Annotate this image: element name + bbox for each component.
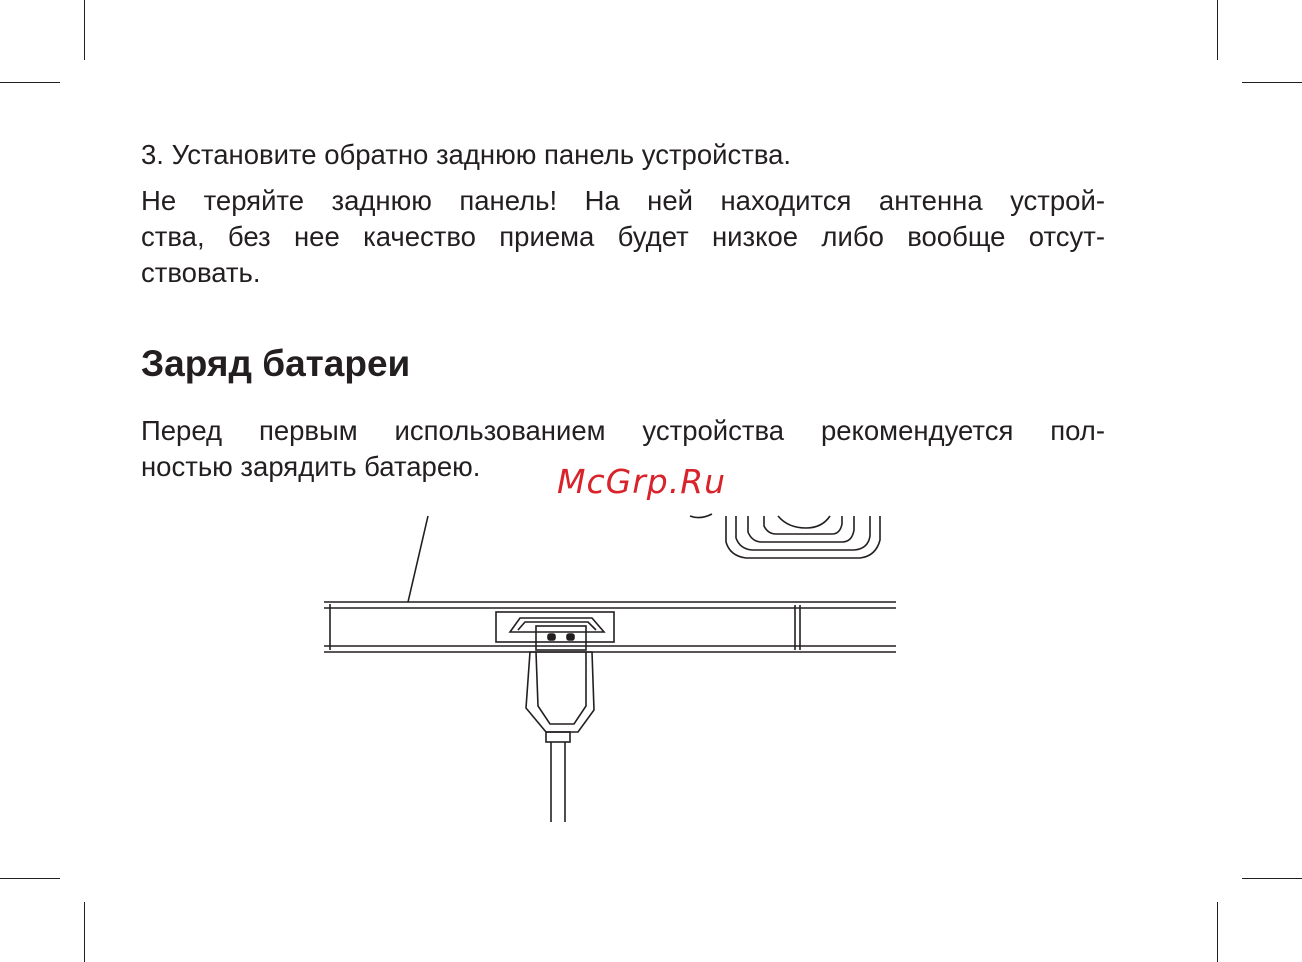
watermark: McGrp.Ru	[557, 462, 727, 501]
warning-line-3: ствовать.	[141, 257, 261, 288]
usb-plug-icon	[526, 626, 594, 742]
camera-module-icon	[690, 514, 880, 558]
intro-line-1: Перед первым использованием устройства рекомендуется пол-	[141, 415, 1105, 446]
usb-cable-icon	[551, 742, 565, 822]
warning-line-2: ства, без нее качество приема будет низкое либо вообще отсут-	[141, 221, 1105, 252]
device-body-edge	[324, 602, 896, 652]
intro-line-2: ностью зарядить батарею.	[141, 451, 481, 482]
section-title: Заряд батареи	[141, 343, 411, 384]
warning-line-1: Не теряйте заднюю панель! На ней находится антенна устрой-	[141, 185, 1105, 216]
step-3-line: 3. Установите обратно заднюю панель устройства.	[141, 139, 792, 170]
antenna-lead-line	[408, 516, 428, 602]
